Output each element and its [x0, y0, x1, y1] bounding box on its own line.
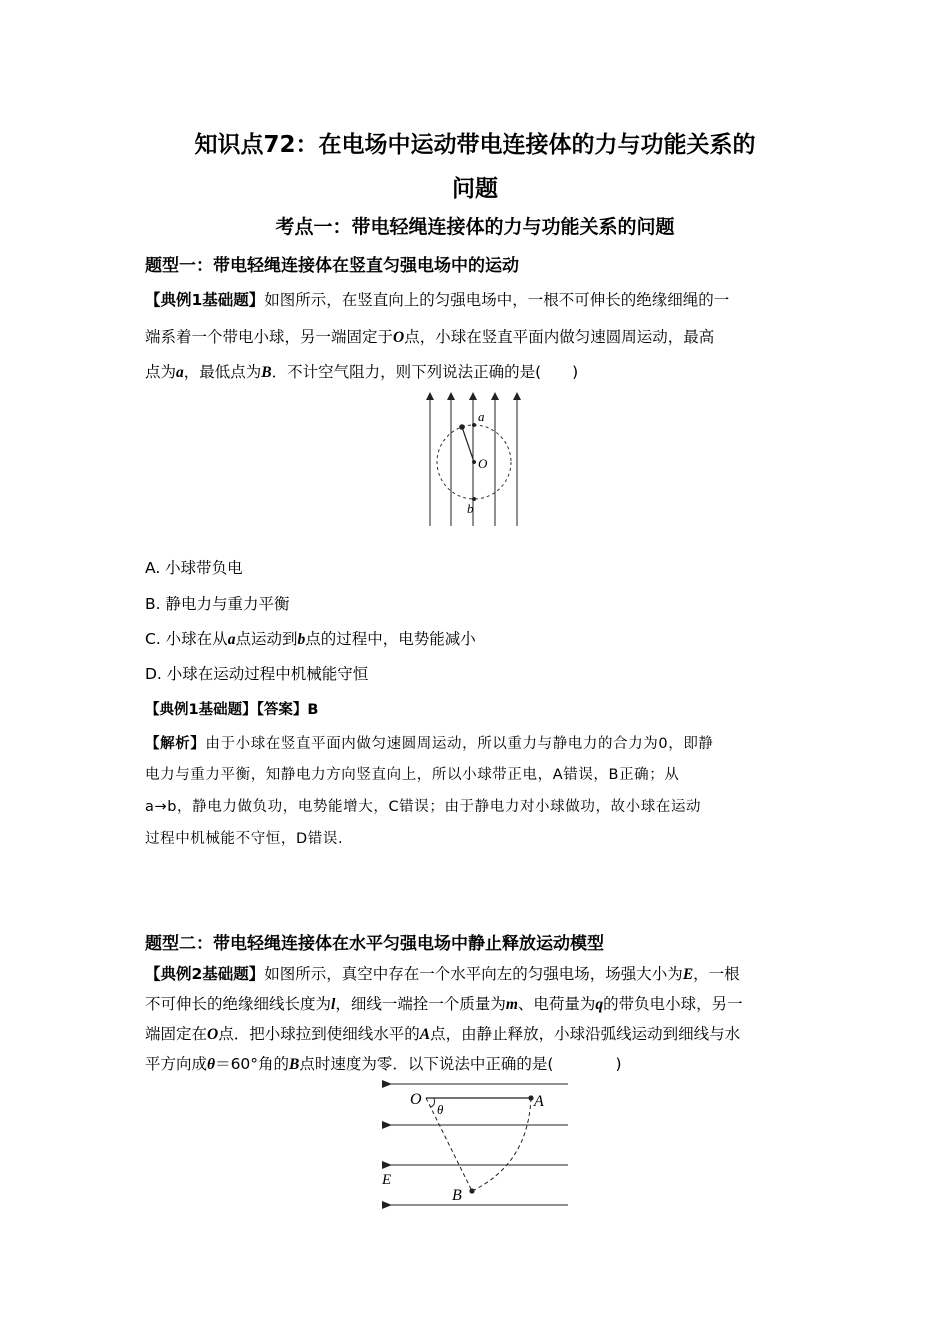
var-l: l [331, 996, 336, 1013]
figure-vertical-field [420, 388, 530, 530]
example1-question-line2 [145, 325, 714, 347]
label-a: a [478, 409, 485, 424]
type1-heading: 题型一：带电轻绳连接体在竖直匀强电场中的运动 [145, 256, 519, 276]
label-b: b [467, 501, 474, 516]
example1-question-line1 [145, 288, 729, 310]
text: 点，小球在竖直平面内做匀速圆周运动，最高 [404, 328, 715, 346]
point-a [472, 423, 476, 427]
text: 如图所示，真空中存在一个水平向左的匀强电场，场强大小为 [264, 965, 683, 983]
string [462, 427, 474, 462]
var-b: b [297, 631, 306, 648]
var-A: A [419, 1026, 431, 1043]
label-B: B [452, 1187, 462, 1204]
var-theta: θ [207, 1056, 216, 1073]
text: 点运动到 [235, 630, 298, 648]
text: 点．把小球拉到使细线水平的 [218, 1025, 420, 1043]
option-a: A. 小球带负电 [145, 559, 243, 577]
var-E: E [682, 966, 694, 983]
text: 点，由静止释放，小球沿弧线运动到细线与水 [430, 1025, 741, 1043]
text: 由于小球在竖直平面内做匀速圆周运动，所以重力与静电力的合力为0，即静 [205, 736, 714, 752]
example2-line3 [145, 1022, 740, 1044]
text: 、电荷量为 [517, 995, 596, 1013]
analysis-line1 [145, 732, 714, 753]
text: 端固定在 [145, 1025, 208, 1043]
var-B: B [261, 364, 272, 381]
example2-line2 [145, 992, 743, 1014]
ball [459, 424, 465, 430]
point-O [472, 460, 476, 464]
example2-line4 [145, 1052, 622, 1074]
option-c [145, 627, 476, 649]
label-O: O [410, 1091, 422, 1108]
answer-value: B [307, 702, 319, 718]
option-d: D. 小球在运动过程中机械能守恒 [145, 665, 369, 683]
var-a: a [227, 631, 236, 648]
example1-question-line3 [145, 360, 578, 382]
label-A: A [534, 1093, 544, 1110]
text: 的带负电小球，另一 [603, 995, 743, 1013]
text: 如图所示，在竖直向上的匀强电场中，一根不可伸长的绝缘细绳的一 [264, 291, 730, 309]
example2-tag: 【典例2基础题】 [145, 965, 265, 983]
analysis-line4: 过程中机械能不守恒，D错误. [145, 831, 344, 847]
text: 点时速度为零．以下说法中正确的是( ) [299, 1055, 622, 1073]
point-A [528, 1095, 533, 1100]
var-O: O [207, 1026, 219, 1043]
analysis-line3: a→b，静电力做负功，电势能增大，C错误；由于静电力对小球做功，故小球在运动 [145, 799, 702, 815]
point-B [469, 1188, 474, 1193]
type2-heading: 题型二：带电轻绳连接体在水平匀强电场中静止释放运动模型 [145, 934, 604, 954]
figure-horizontal-field [378, 1074, 570, 1214]
page-title: 知识点72：在电场中运动带电连接体的力与功能关系的 [194, 132, 756, 158]
label-E: E [382, 1172, 392, 1188]
angle-arc [430, 1098, 435, 1107]
label-theta: θ [437, 1102, 444, 1117]
text: ＝60°角的 [215, 1055, 290, 1073]
text: ，最低点为 [183, 363, 262, 381]
text: ，一根 [693, 965, 740, 983]
text: 端系着一个带电小球，另一端固定于 [145, 328, 394, 346]
var-m: m [505, 996, 518, 1013]
label-O: O [478, 456, 488, 471]
example1-tag: 【典例1基础题】 [145, 291, 265, 309]
var-B: B [289, 1056, 300, 1073]
text: C. 小球在从 [145, 630, 228, 648]
example2-line1 [145, 962, 740, 984]
text: 不可伸长的绝缘细线长度为 [145, 995, 332, 1013]
analysis-tag: 【解析】 [145, 736, 206, 752]
var-a: a [176, 364, 184, 381]
text: 点的过程中，电势能减小 [305, 630, 476, 648]
string-dashed [426, 1098, 472, 1191]
text: ，细线一端拴一个质量为 [335, 995, 506, 1013]
text: ．不计空气阻力，则下列说法正确的是( ) [271, 363, 579, 381]
option-b: B. 静电力与重力平衡 [145, 595, 290, 613]
section-title: 考点一：带电轻绳连接体的力与功能关系的问题 [275, 216, 675, 238]
var-q: q [595, 996, 604, 1013]
arc-path [472, 1098, 531, 1191]
page-title-continued: 问题 [452, 176, 498, 202]
text: 点为 [145, 363, 177, 381]
text: 平方向成 [145, 1055, 208, 1073]
analysis-line2: 电力与重力平衡，知静电力方向竖直向上，所以小球带正电，A错误，B正确；从 [145, 767, 680, 783]
example1-answer [145, 698, 318, 719]
answer-tag: 【典例1基础题】【答案】 [145, 702, 308, 718]
var-O: O [393, 329, 405, 346]
